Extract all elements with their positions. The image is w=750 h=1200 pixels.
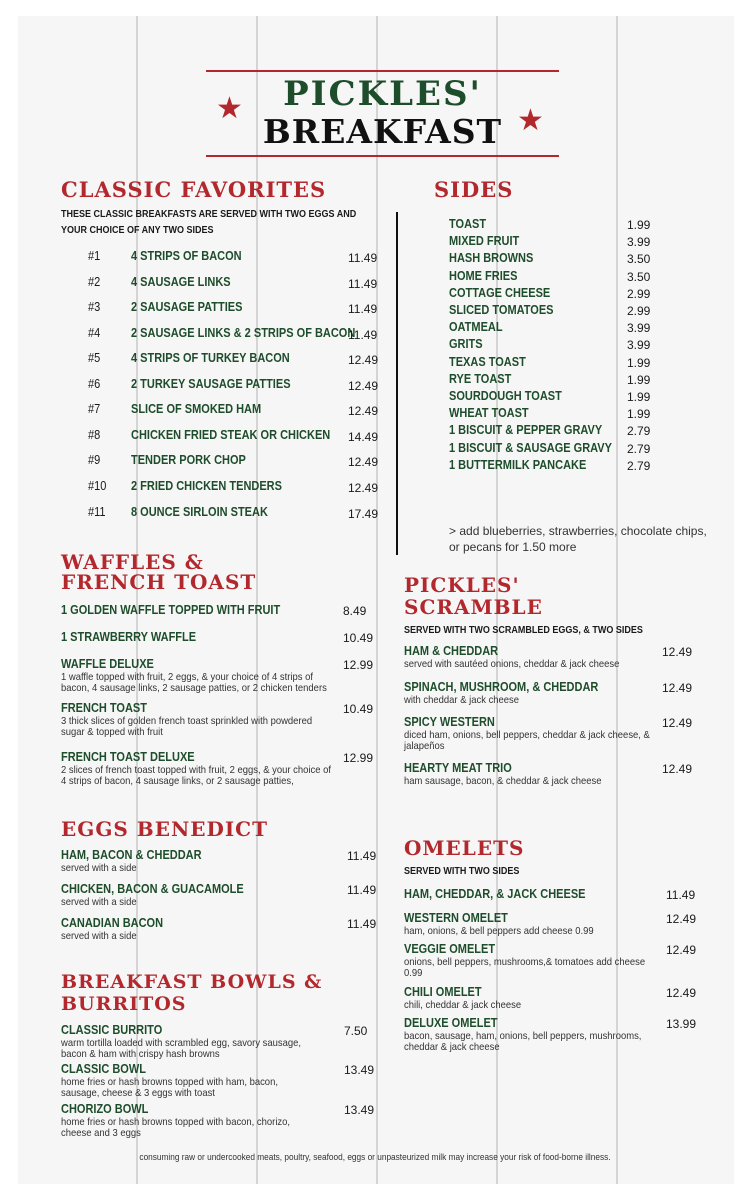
item-price: 12.49 xyxy=(666,986,697,1000)
item-price: 1.99 xyxy=(627,372,651,387)
item-name: 1 BUTTERMILK PANCAKE xyxy=(449,457,587,472)
item-description: 1 waffle topped with fruit, 2 eggs, & your choice of 4 strips of bacon, 4 sausage links, 2 sausage patties, or 2 chicken tenders xyxy=(61,671,327,694)
item-number: #10 xyxy=(88,479,107,493)
item-description: chili, cheddar & jack cheese xyxy=(404,999,522,1011)
item-price: 12.49 xyxy=(662,645,693,659)
item-price: 11.49 xyxy=(348,251,378,265)
item-number: #7 xyxy=(88,402,101,416)
item-number: #8 xyxy=(88,428,101,442)
item-number: #4 xyxy=(88,326,101,340)
item-price: 12.49 xyxy=(348,455,379,469)
item-price: 11.49 xyxy=(348,302,378,316)
item-description: with cheddar & jack cheese xyxy=(404,694,520,706)
item-price: 3.50 xyxy=(627,269,651,284)
item-price: 7.50 xyxy=(344,1024,368,1038)
item-name: 1 GOLDEN WAFFLE TOPPED WITH FRUIT xyxy=(61,603,281,617)
item-price: 2.79 xyxy=(627,424,651,439)
item-number: #2 xyxy=(88,275,101,289)
item-name: HAM, CHEDDAR, & JACK CHEESE xyxy=(404,887,586,901)
item-name: 4 STRIPS OF BACON xyxy=(131,249,242,263)
item-price: 11.49 xyxy=(347,849,377,863)
item-name: CHORIZO BOWL xyxy=(61,1102,149,1116)
item-price: 12.49 xyxy=(666,912,697,926)
item-name: CANADIAN BACON xyxy=(61,916,164,930)
item-name: HAM, BACON & CHEDDAR xyxy=(61,848,202,862)
item-name: WAFFLE DELUXE xyxy=(61,657,154,671)
item-price: 12.49 xyxy=(666,943,697,957)
section-subtitle: THESE CLASSIC BREAKFASTS ARE SERVED WITH TWO EGGS AND YOUR CHOICE OF ANY TWO SIDES xyxy=(61,209,357,236)
item-name: SLICED TOMATOES xyxy=(449,303,554,317)
section-title-line2: FRENCH TOAST xyxy=(61,570,257,594)
item-name: DELUXE OMELET xyxy=(404,1016,498,1030)
section-title: CLASSIC FAVORITES xyxy=(61,177,327,202)
item-name: HOME FRIES xyxy=(449,268,518,283)
item-price: 12.49 xyxy=(662,681,693,695)
item-price: 10.49 xyxy=(343,631,374,645)
header-top-rule xyxy=(206,70,559,72)
header-title-line1: PICKLES' xyxy=(283,74,482,114)
item-description: served with a side xyxy=(61,930,137,942)
item-name: 2 SAUSAGE PATTIES xyxy=(131,300,243,314)
item-name: CLASSIC BOWL xyxy=(61,1062,146,1076)
item-description: 3 thick slices of golden french toast sprinkled with powdered sugar & topped with fruit xyxy=(61,715,313,738)
item-name: CHICKEN, BACON & GUACAMOLE xyxy=(61,882,244,896)
item-description: home fries or hash browns topped with bacon, chorizo, cheese and 3 eggs xyxy=(61,1116,291,1139)
star-icon: ★ xyxy=(216,92,243,125)
header-bottom-rule xyxy=(206,155,559,157)
section-subtitle: SERVED WITH TWO SCRAMBLED EGGS, & TWO SIDES xyxy=(404,625,643,636)
item-name: WESTERN OMELET xyxy=(404,911,508,925)
item-price: 2.79 xyxy=(627,441,651,456)
item-name: 4 SAUSAGE LINKS xyxy=(131,275,231,289)
item-price: 13.49 xyxy=(344,1103,375,1117)
item-description: home fries or hash browns topped with ham, bacon, sausage, cheese & 3 eggs with toast xyxy=(61,1076,278,1099)
item-price: 3.99 xyxy=(627,235,651,250)
item-name: 1 BISCUIT & PEPPER GRAVY xyxy=(449,423,603,438)
item-name: 2 SAUSAGE LINKS & 2 STRIPS OF BACON xyxy=(131,326,356,340)
item-description: diced ham, onions, bell peppers, cheddar & jack cheese, & jalapeños xyxy=(404,729,650,752)
item-price: 11.49 xyxy=(347,883,377,897)
section-title-line2: SCRAMBLE xyxy=(404,595,543,619)
food-safety-disclaimer: consuming raw or undercooked meats, poultry, seafood, eggs or unpasteurized milk may increase your risk of food-borne illness. xyxy=(139,1152,611,1162)
section-title-line1: WAFFLES & xyxy=(61,550,204,574)
item-price: 8.49 xyxy=(343,604,367,618)
star-icon: ★ xyxy=(517,104,544,137)
item-number: #3 xyxy=(88,300,101,314)
item-description: bacon, sausage, ham, onions, bell peppers, mushrooms, cheddar & jack cheese xyxy=(404,1030,642,1053)
item-price: 2.79 xyxy=(627,458,651,473)
item-price: 12.49 xyxy=(662,716,693,730)
item-price: 11.49 xyxy=(348,328,378,342)
header-title-line2: BREAKFAST xyxy=(262,112,503,151)
item-name: 1 STRAWBERRY WAFFLE xyxy=(61,630,197,644)
section-title-line1: PICKLES' xyxy=(404,573,520,597)
item-name: 2 FRIED CHICKEN TENDERS xyxy=(131,479,282,493)
section-title: SIDES xyxy=(434,177,514,202)
item-description: onions, bell peppers, mushrooms,& tomatoes add cheese 0.99 xyxy=(404,956,646,979)
item-price: 1.99 xyxy=(627,218,651,232)
item-price: 12.49 xyxy=(348,404,379,418)
item-price: 11.49 xyxy=(348,277,378,291)
item-price: 12.99 xyxy=(343,658,374,672)
item-price: 13.99 xyxy=(666,1017,697,1031)
item-price: 12.49 xyxy=(348,353,379,367)
sides-note: > add blueberries, strawberries, chocolate chips, or pecans for 1.50 more xyxy=(449,524,707,554)
item-description: served with a side xyxy=(61,896,137,908)
column-divider xyxy=(396,212,398,555)
item-name: SLICE OF SMOKED HAM xyxy=(131,402,262,416)
item-name: CLASSIC BURRITO xyxy=(61,1023,163,1037)
item-price: 12.49 xyxy=(348,379,379,393)
section-title-line2: BURRITOS xyxy=(61,993,187,1015)
item-description: warm tortilla loaded with scrambled egg, savory sausage, bacon & ham with crispy hash browns xyxy=(61,1037,302,1060)
item-price: 11.49 xyxy=(347,917,377,931)
item-price: 1.99 xyxy=(627,407,651,422)
item-number: #6 xyxy=(88,377,101,391)
item-name: 1 BISCUIT & SAUSAGE GRAVY xyxy=(449,440,612,455)
item-name: HEARTY MEAT TRIO xyxy=(404,761,512,775)
item-price: 12.99 xyxy=(343,751,374,765)
item-name: TEXAS TOAST xyxy=(449,354,526,369)
item-price: 3.50 xyxy=(627,252,651,267)
item-number: #1 xyxy=(88,249,101,263)
item-name: CHICKEN FRIED STEAK OR CHICKEN xyxy=(131,428,331,442)
item-price: 13.49 xyxy=(344,1063,375,1077)
item-price: 3.99 xyxy=(627,338,651,353)
item-description: served with sautéed onions, cheddar & jack cheese xyxy=(404,658,620,670)
item-price: 3.99 xyxy=(627,321,651,336)
item-description: ham, onions, & bell peppers add cheese 0.99 xyxy=(404,925,594,937)
item-price: 14.49 xyxy=(348,430,379,444)
item-price: 1.99 xyxy=(627,355,651,370)
item-name: WHEAT TOAST xyxy=(449,406,529,421)
item-price: 2.99 xyxy=(627,304,651,318)
item-price: 1.99 xyxy=(627,390,651,404)
section-subtitle: SERVED WITH TWO SIDES xyxy=(404,866,520,877)
item-name: COTTAGE CHEESE xyxy=(449,285,551,300)
item-price: 2.99 xyxy=(627,286,651,301)
item-name: TOAST xyxy=(449,217,487,231)
item-number: #5 xyxy=(88,351,101,365)
item-name: SOURDOUGH TOAST xyxy=(449,389,562,403)
item-description: 2 slices of french toast topped with fruit, 2 eggs, & your choice of 4 strips of bacon, 4 sausage links, or 2 sausage patties, xyxy=(61,764,331,787)
item-name: 8 OUNCE SIRLOIN STEAK xyxy=(131,505,268,519)
item-name: 4 STRIPS OF TURKEY BACON xyxy=(131,351,290,365)
item-price: 12.49 xyxy=(348,481,379,495)
item-number: #11 xyxy=(88,505,106,519)
item-name: MIXED FRUIT xyxy=(449,234,520,249)
item-price: 11.49 xyxy=(666,888,696,902)
item-name: OATMEAL xyxy=(449,320,503,335)
item-name: FRENCH TOAST DELUXE xyxy=(61,750,195,764)
item-name: CHILI OMELET xyxy=(404,985,482,999)
item-price: 17.49 xyxy=(348,507,379,521)
item-description: served with a side xyxy=(61,862,137,874)
item-name: HAM & CHEDDAR xyxy=(404,644,499,658)
section-title: OMELETS xyxy=(404,836,525,860)
item-price: 12.49 xyxy=(662,762,693,776)
section-title-line1: BREAKFAST BOWLS & xyxy=(61,971,323,993)
item-name: SPINACH, MUSHROOM, & CHEDDAR xyxy=(404,680,599,694)
item-number: #9 xyxy=(88,453,101,467)
item-name: FRENCH TOAST xyxy=(61,701,147,715)
item-name: 2 TURKEY SAUSAGE PATTIES xyxy=(131,377,291,391)
item-description: ham sausage, bacon, & cheddar & jack cheese xyxy=(404,775,602,787)
item-price: 10.49 xyxy=(343,702,374,716)
section-title: EGGS BENEDICT xyxy=(61,817,268,841)
item-name: TENDER PORK CHOP xyxy=(131,453,246,467)
item-name: GRITS xyxy=(449,337,483,352)
item-name: SPICY WESTERN xyxy=(404,715,495,729)
item-name: RYE TOAST xyxy=(449,371,512,386)
item-name: VEGGIE OMELET xyxy=(404,942,496,956)
item-name: HASH BROWNS xyxy=(449,251,534,266)
